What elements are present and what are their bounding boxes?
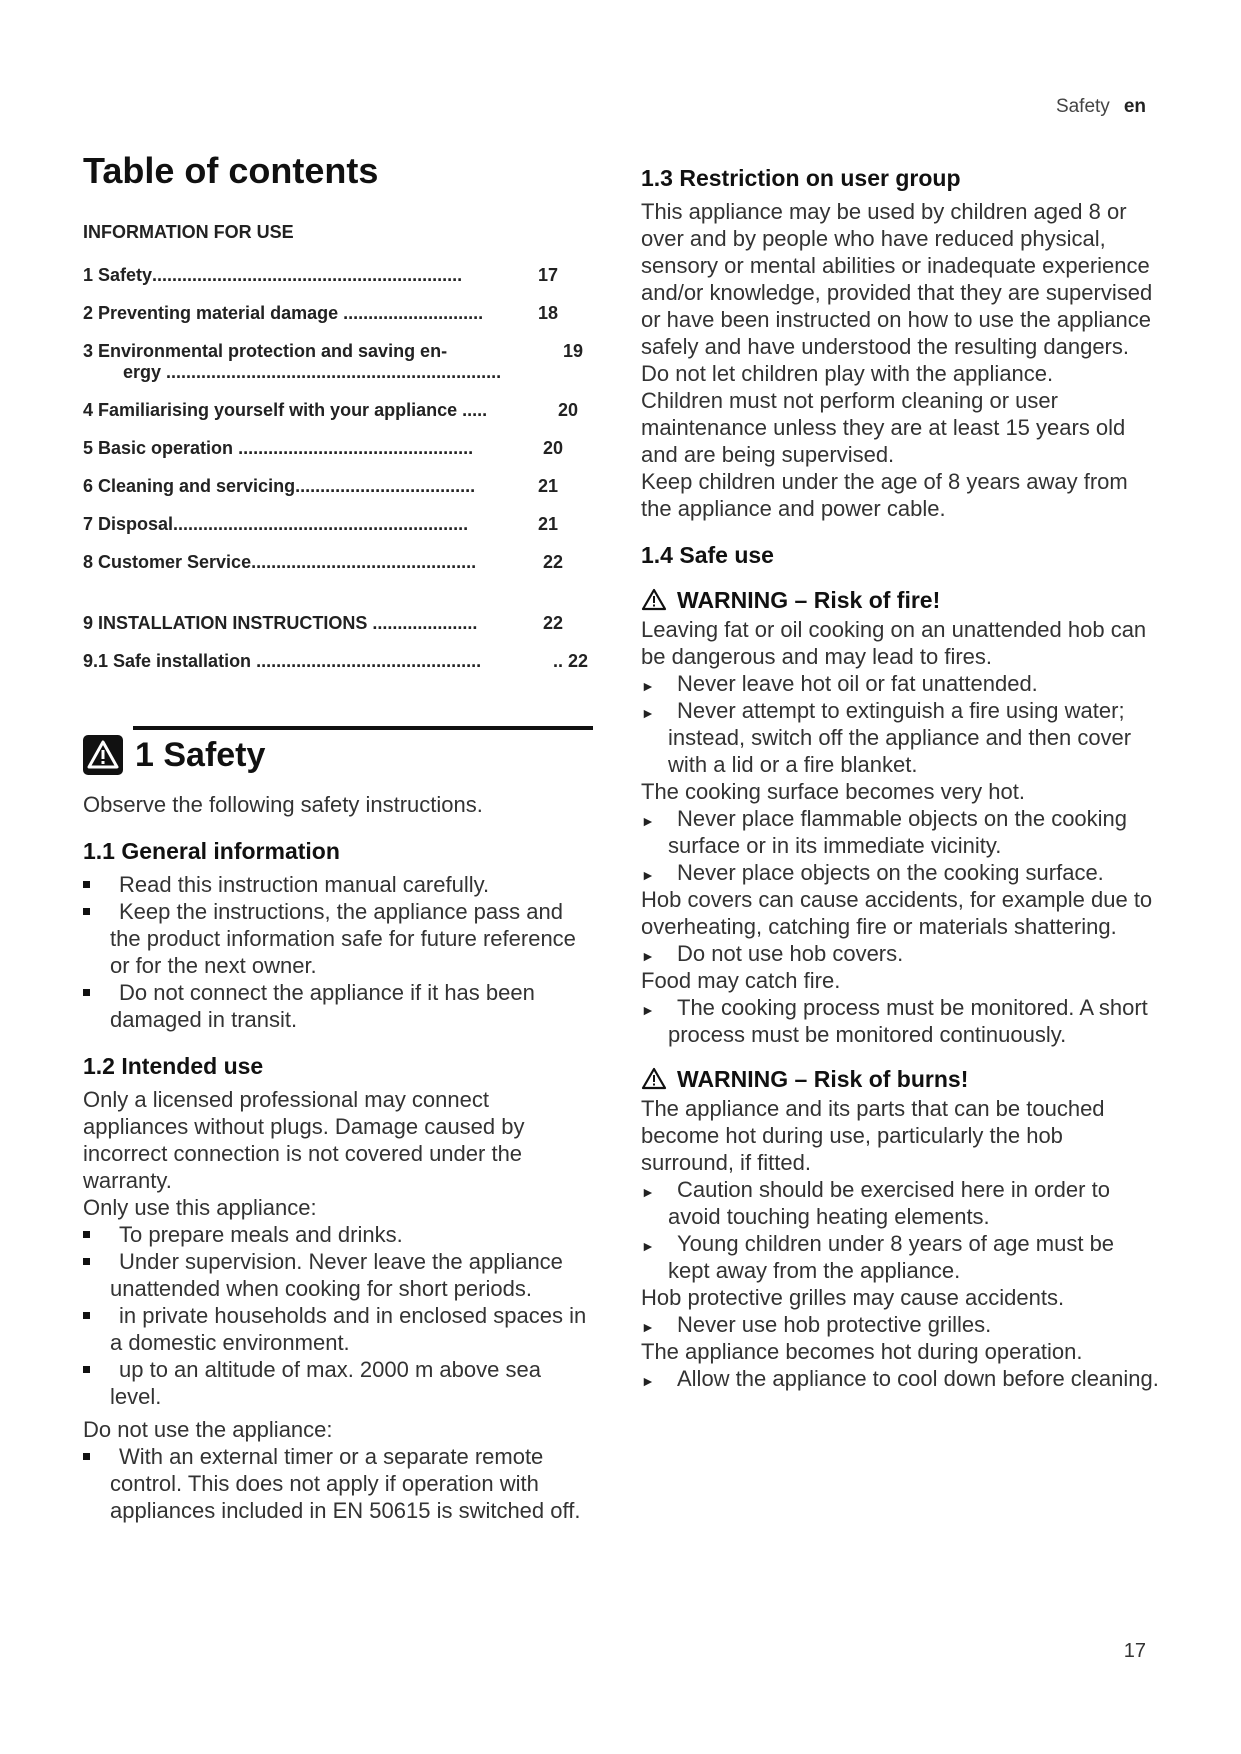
paragraph: The cooking surface becomes very hot. [641,779,1025,804]
chapter-title: 1 Safety [135,736,266,774]
warning-heading: WARNING – Risk of burns! [641,1066,1161,1093]
list-item: To prepare meals and drinks. [83,1221,593,1248]
toc-entry[interactable]: 9 INSTALLATION INSTRUCTIONS ..................... 22 [83,613,563,633]
toc-entry[interactable]: 7 Disposal........................................................... 21 [83,514,558,534]
list-item: ► Young children under 8 years of age must be kept away from the appliance. [641,1231,1115,1283]
toc-section-label: INFORMATION FOR USE [83,222,294,242]
toc-entry[interactable]: 3 Environmental protection and saving en- ergy ................................................................... 19 [83,341,583,382]
list-item: ► The cooking process must be monitored. A short process must be monitored continuously. [641,995,1148,1047]
paragraph: Only a licensed professional may connect appliances without plugs. Damage caused by incorrect connection is not covered under the warranty. [83,1087,525,1194]
header-section: Safety [1055,96,1110,117]
toc-entry[interactable]: 1 Safety.............................................................. 17 [83,265,558,285]
paragraph: The appliance and its parts that can be touched become hot during use, particularly the hob surround, if fitted. [641,1096,1105,1175]
safety-intro: Observe the following safety instructions. [83,792,483,818]
paragraph: Only use this appliance: [83,1195,317,1221]
bullet-list [83,1221,593,1410]
list-item: up to an altitude of max. 2000 m above sea level. [83,1356,593,1410]
paragraph: Leaving fat or oil cooking on an unattended hob can be dangerous and may lead to fires. [641,617,1147,669]
section-title: 1.4 Safe use [641,542,774,568]
arrow-list [641,1176,1161,1284]
arrow-list [641,1365,1161,1392]
list-item: in private households and in enclosed spaces in a domestic environment. [83,1302,593,1356]
toc-entry[interactable]: 2 Preventing material damage ............................ 18 [83,303,558,323]
arrow-list [641,1311,1161,1338]
warning-heading: WARNING – Risk of fire! [641,587,1161,614]
toc-entry[interactable]: 8 Customer Service............................................. 22 [83,552,563,572]
left-column [83,150,593,1524]
list-item: ► Never attempt to extinguish a fire using water; instead, switch off the appliance and then cover with a lid or a fire blanket. [641,698,1132,777]
paragraph: Do not let children play with the appliance. [641,361,1054,386]
arrow-list [641,670,1161,778]
arrow-list [641,805,1161,886]
paragraph: Do not use the appliance: [83,1417,333,1443]
running-header [1056,96,1146,118]
section-title: 1.3 Restriction on user group [641,165,961,191]
section-title: 1.1 General information [83,838,340,865]
paragraph: Hob protective grilles may cause accidents. [641,1285,1065,1310]
list-item: ► Allow the appliance to cool down before cleaning. [641,1366,1159,1391]
list-item: With an external timer or a separate remote control. This does not apply if operation with appliances included in EN 50615 is switched off. [83,1443,593,1524]
warning-icon [83,735,123,775]
list-item: ► Never use hob protective grilles. [641,1312,992,1337]
list-item: ► Caution should be exercised here in order to avoid touching heating elements. [641,1177,1110,1229]
arrow-list [641,994,1161,1048]
list-item: Read this instruction manual carefully. [83,871,593,898]
toc-list [83,265,593,672]
warning-triangle-icon [641,1067,667,1090]
paragraph: Hob covers can cause accidents, for example due to overheating, catching fire or materials shattering. [641,887,1153,939]
bullet-list [83,871,593,1033]
list-item: ► Never leave hot oil or fat unattended. [641,671,1038,696]
toc-title: Table of contents [83,150,379,191]
page-number: 17 [1123,1640,1146,1662]
toc-entry[interactable]: 4 Familiarising yourself with your appliance ..... 20 [83,400,578,420]
paragraph: The appliance becomes hot during operation. [641,1339,1083,1364]
arrow-list [641,940,1161,967]
header-lang: en [1123,96,1146,117]
paragraph: Food may catch fire. [641,968,841,993]
list-item: Keep the instructions, the appliance pass and the product information safe for future reference or for the next owner. [83,898,593,979]
chapter-heading [83,726,593,777]
toc-entry[interactable]: 9.1 Safe installation ............................................. .. 22 [83,651,588,671]
right-column [641,165,1161,1392]
paragraph: This appliance may be used by children aged 8 or over and by people who have reduced physical, sensory or mental abilities or inadequate experience and/or knowledge, provided that they are supervised or have been instructed on how to use the appliance safely and have understood the resulting dangers. [641,199,1153,359]
chapter-rule [133,726,593,730]
toc-entry[interactable]: 6 Cleaning and servicing.................................... 21 [83,476,558,496]
list-item: ► Do not use hob covers. [641,941,904,966]
list-item: ► Never place objects on the cooking surface. [641,860,1104,885]
bullet-list [83,1443,593,1524]
section-title: 1.2 Intended use [83,1053,264,1080]
list-item: ► Never place flammable objects on the cooking surface or in its immediate vicinity. [641,806,1128,858]
list-item: Under supervision. Never leave the appliance unattended when cooking for short periods. [83,1248,593,1302]
paragraph: Children must not perform cleaning or user maintenance unless they are at least 15 years old and are being supervised. [641,388,1126,467]
warning-triangle-icon [641,588,667,611]
paragraph: Keep children under the age of 8 years away from the appliance and power cable. [641,469,1128,521]
list-item: Do not connect the appliance if it has been damaged in transit. [83,979,593,1033]
toc-entry[interactable]: 5 Basic operation ............................................... 20 [83,438,563,458]
